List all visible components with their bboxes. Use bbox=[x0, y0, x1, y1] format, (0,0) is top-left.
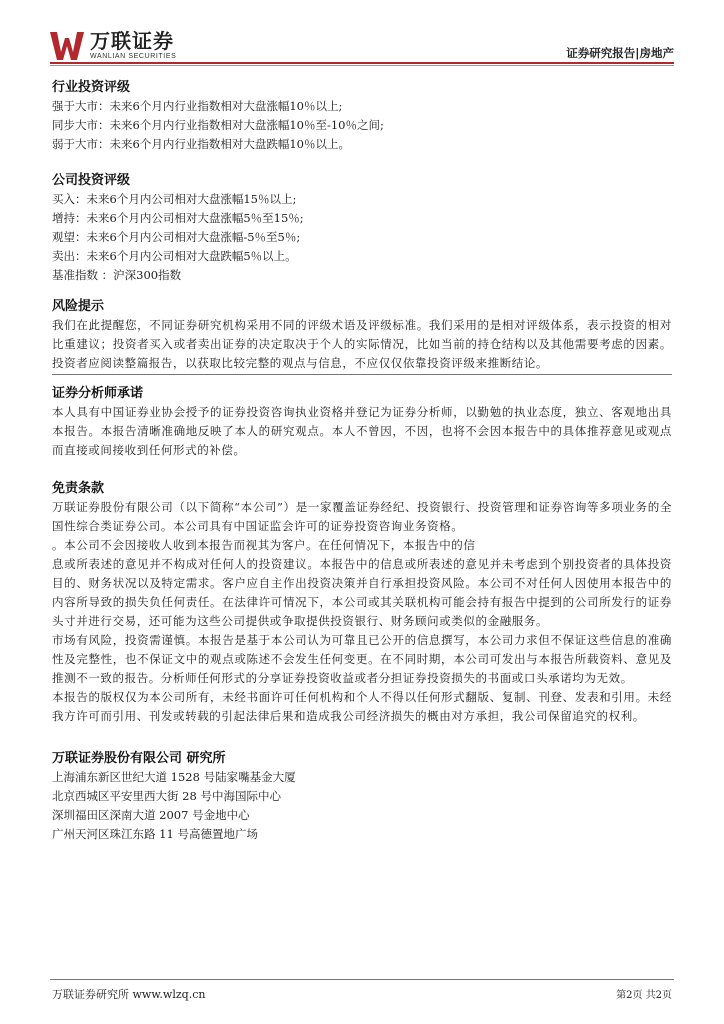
footer-source: 万联证券研究所 www.wlzq.cn bbox=[52, 988, 206, 1001]
contact-section bbox=[52, 750, 672, 844]
footer-divider bbox=[50, 979, 674, 980]
section-divider bbox=[52, 374, 672, 375]
disclaimer-section bbox=[52, 480, 672, 726]
industry-rating-line: 强于大市：未来6个月内行业指数相对大盘涨幅10％以上; bbox=[52, 99, 343, 113]
industry-rating-line: 弱于大市：未来6个月内行业指数相对大盘跌幅10％以上。 bbox=[52, 137, 350, 151]
company-rating-line: 买入：未来6个月内公司相对大盘涨幅15％以上; bbox=[52, 192, 297, 206]
section-title-analyst: 证券分析师承诺 bbox=[52, 386, 144, 401]
disclaimer-paragraph: 市场有风险，投资需谨慎。本报告是基于本公司认为可靠且已公开的信息撰写，本公司力求但不保证这些信息的准确性及完整性，也不保证文中的观点或陈述不会发生任何变更。在不同时期，本公司可发出与本报告所载资料、意见及推测不一致的报告。分析师任何形式的分享证券投资收益或者分担证券投资损失的书面或口头承诺均为无效。 bbox=[52, 633, 672, 685]
analyst-section bbox=[52, 385, 672, 460]
header-divider-red bbox=[50, 62, 674, 64]
analyst-paragraph: 本人具有中国证券业协会授予的证券投资咨询执业资格并登记为证券分析师，以勤勉的执业态度，独立、客观地出具本报告。本报告清晰准确地反映了本人的研究观点。本人不曾因，不因，也将不会因本报告中的具体推荐意见或观点而直接或间接收到任何形式的补偿。 bbox=[52, 405, 672, 457]
page-number: 第2页 共2页 bbox=[616, 990, 672, 1001]
benchmark-index-line: 基准指数 ：沪深300指数 bbox=[52, 268, 182, 282]
company-rating-line: 增持：未来6个月内公司相对大盘涨幅5％至15％; bbox=[52, 211, 304, 225]
disclaimer-paragraph: 息或所表述的意见并不构成对任何人的投资建议。本报告中的信息或所表述的意见并未考虑到个别投资者的具体投资目的、财务状况以及特定需求。客户应自主作出投资决策并自行承担投资风险。本公司不对任何人因使用本报告中的内容所导致的损失负任何责任。在法律许可情况下，本公司或其关联机构可能会持有报告中提到的公司所发行的证券头寸并进行交易，还可能为这些公司提供或争取提供投资银行、财务顾问或类似的金融服务。 bbox=[52, 557, 672, 628]
page-content bbox=[52, 76, 672, 844]
industry-rating-section bbox=[52, 79, 672, 154]
office-address: 上海浦东新区世纪大道 1528 号陆家嘴基金大厦 bbox=[52, 770, 296, 784]
company-rating-line: 卖出：未来6个月内公司相对大盘跌幅5％以上。 bbox=[52, 249, 297, 263]
section-title-disclaimer: 免责条款 bbox=[52, 481, 105, 496]
office-address: 北京西城区平安里西大街 28 号中海国际中心 bbox=[52, 789, 281, 803]
office-address: 深圳福田区深南大道 2007 号金地中心 bbox=[52, 808, 250, 822]
disclaimer-paragraph: 。本公司不会因接收人收到本报告而视其为客户。在任何情况下，本报告中的信 bbox=[52, 538, 476, 552]
office-address: 广州天河区珠江东路 11 号高德置地广场 bbox=[52, 827, 258, 841]
disclaimer-paragraph: 本报告的版权仅为本公司所有，未经书面许可任何机构和个人不得以任何形式翻版、复制、刊登、发表和引用。未经我方许可而引用、刊发或转载的引起法律后果和造成我公司经济损失的概由对方承担，我公司保留追究的权利。 bbox=[52, 690, 672, 723]
risk-paragraph: 我们在此提醒您，不同证券研究机构采用不同的评级术语及评级标准。我们采用的是相对评级体系，表示投资的相对比重建议；投资者买入或者卖出证券的决定取决于个人的实际情况，比如当前的持仓结构以及其他需要考虑的因素。投资者应阅读整篇报告，以获取比较完整的观点与信息，不应仅仅依靠投资评级来推断结论。 bbox=[52, 318, 672, 370]
company-rating-section bbox=[52, 172, 672, 285]
page-header bbox=[50, 30, 674, 62]
section-title-contact: 万联证券股份有限公司 研究所 bbox=[52, 751, 226, 766]
disclaimer-paragraph: 万联证券股份有限公司（以下简称“本公司”）是一家覆盖证券经纪、投资银行、投资管理和证券咨询等多项业务的全国性综合类证券公司。本公司具有中国证监会许可的证券投资咨询业务资格。 bbox=[52, 500, 672, 533]
section-title-company-rating: 公司投资评级 bbox=[52, 173, 131, 188]
section-title-industry-rating: 行业投资评级 bbox=[52, 80, 131, 95]
company-logo bbox=[50, 30, 176, 62]
industry-rating-line: 同步大市：未来6个月内行业指数相对大盘涨幅10％至-10％之间; bbox=[52, 118, 384, 132]
risk-section bbox=[52, 298, 672, 375]
company-rating-line: 观望：未来6个月内公司相对大盘涨幅-5％至5％; bbox=[52, 230, 301, 244]
logo-english-name: WANLIAN SECURITIES bbox=[90, 53, 177, 60]
report-category: 证券研究报告|房地产 bbox=[566, 46, 674, 60]
wanlian-logo-icon bbox=[50, 30, 84, 62]
logo-chinese-name: 万联证券 bbox=[90, 29, 174, 53]
section-title-risk: 风险提示 bbox=[52, 299, 105, 314]
header-divider-grey bbox=[50, 65, 674, 66]
